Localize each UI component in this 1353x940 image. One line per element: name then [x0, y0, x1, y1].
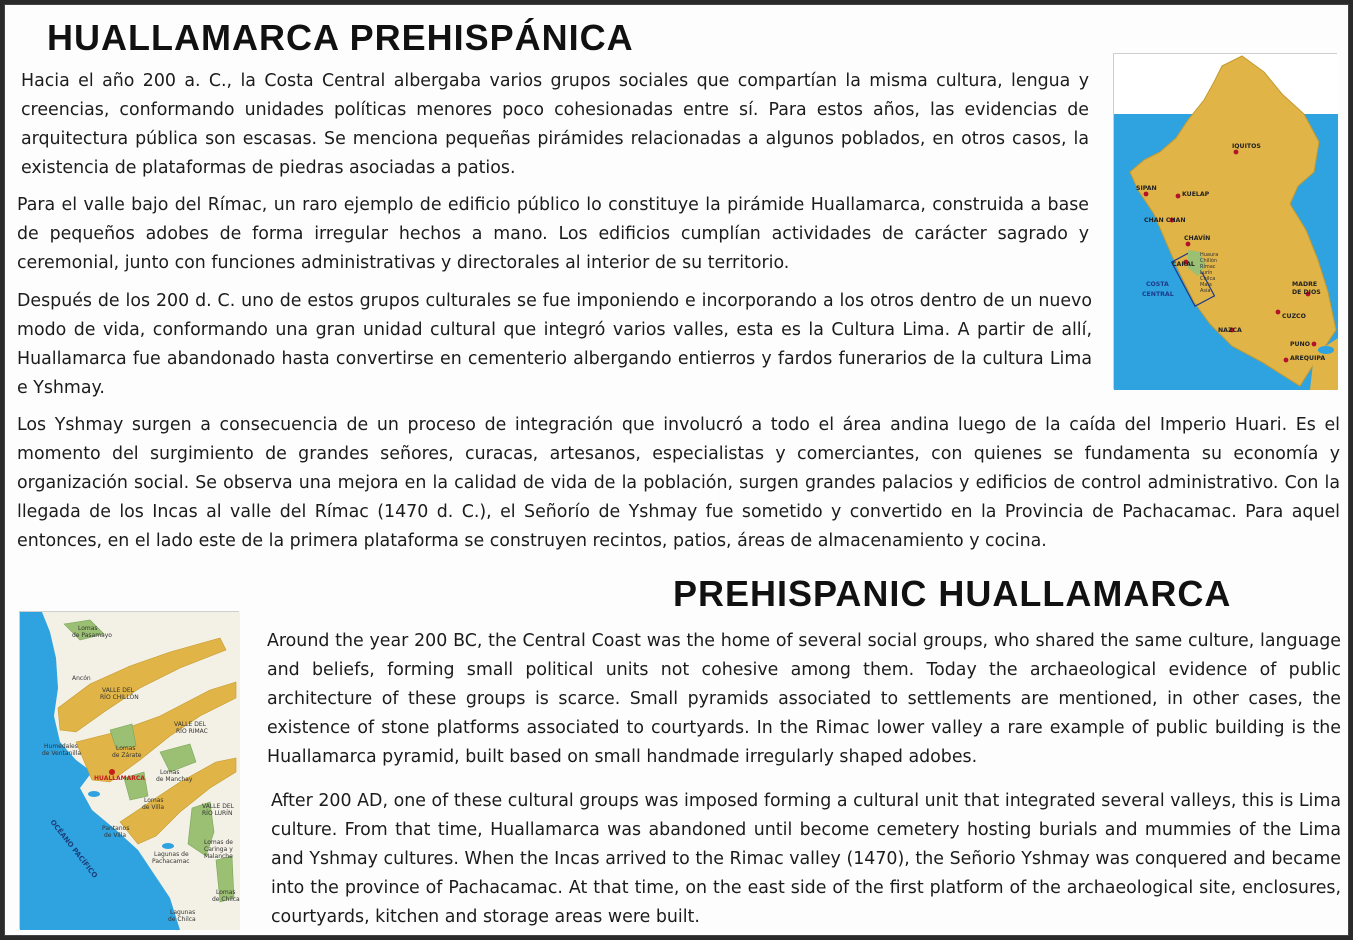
label-caringa-2: Caringa y: [204, 846, 233, 853]
label-humedales-2: de Ventanilla: [42, 750, 82, 757]
label-lagunas-1: Lagunas de: [154, 851, 189, 858]
label-lurin: Lurín: [1200, 270, 1213, 276]
lima-map-graphic: [20, 612, 240, 930]
label-nazca: NAZCA: [1218, 327, 1242, 334]
label-kuelap: KUELAP: [1182, 191, 1210, 198]
label-chavin: CHAVÍN: [1184, 235, 1211, 242]
label-caringa-1: Lomas de: [204, 839, 233, 846]
label-manchay-2: de Manchay: [156, 776, 193, 783]
label-zarate-2: de Zárate: [112, 752, 142, 759]
label-huaura: Huaura: [1200, 252, 1219, 258]
label-pasamayo-1: Lomas: [78, 625, 98, 632]
label-rimac: Rímac: [1200, 264, 1216, 270]
label-chilca: Chilca: [1200, 276, 1216, 282]
label-rimac-2: RÍO RIMAC: [176, 728, 208, 735]
label-arequipa: AREQUIPA: [1290, 355, 1326, 362]
label-asia: Asia: [1200, 288, 1211, 294]
label-chilca-lag-2: de Chilca: [168, 916, 196, 923]
label-iquitos: IQUITOS: [1232, 143, 1261, 150]
english-title: PREHISPANIC HUALLAMARCA: [673, 573, 1232, 614]
english-paragraph-1: Around the year 200 BC, the Central Coast was the home of several social groups, who shared the same culture, language and beliefs, forming small political units not cohesive among them. Today the archaeological evidence of public architecture of these groups is scarce. Small pyramids associated to settlements are mentioned, in other cases, the existence of stone platforms associated to courtyards. In the Rimac lower valley a rare example of public building is the Huallamarca pyramid, built based on small handmade irregularly shaped adobes.: [267, 631, 1341, 767]
label-humedales-1: Humedales: [44, 743, 78, 750]
label-chilca-lomas-1: Lomas: [216, 889, 236, 896]
label-ancon: Ancón: [72, 675, 91, 682]
label-chillon-2: RÍO CHILLÓN: [100, 694, 139, 701]
label-caringa-3: Malanche: [204, 853, 233, 860]
label-costa: COSTA: [1146, 281, 1169, 288]
label-dedios: DE DIOS: [1292, 289, 1321, 296]
label-huallamarca: HUALLAMARCA: [94, 775, 145, 782]
spanish-paragraph-2: Para el valle bajo del Rímac, un raro ejemplo de edificio público lo constituye la pirámide Huallamarca, construida a base de pequeños adobes de forma irregular hechos a mano. Los edificios cumplían actividades de carácter sagrado y ceremonial, junto con funciones administrativas y directorales al interior de su territorio.: [17, 195, 1089, 273]
label-chillon: Chillón: [1200, 258, 1218, 264]
label-chilca-lag-1: Lagunas: [170, 909, 196, 916]
label-pantanos-2: de Villa: [104, 832, 127, 839]
label-sipan: SIPAN: [1136, 185, 1157, 192]
peru-map-graphic: [1114, 54, 1338, 390]
label-caral: CARAL: [1172, 261, 1195, 268]
label-zarate-1: Lomas: [116, 745, 136, 752]
label-oceano: OCÉANO PACÍFICO: [48, 818, 99, 880]
label-mala: Mala: [1200, 282, 1212, 288]
label-manchay-1: Lomas: [160, 769, 180, 776]
english-paragraph-2: After 200 AD, one of these cultural groups was imposed forming a cultural unit that integrated several valleys, this is Lima culture. From that time, Huallamarca was abandoned until become cemetery hosting burials and mummies of the Lima and Yshmay cultures. When the Incas arrived to the Rimac valley (1470), the Señorio Yshmay was conquered and became into the province of Pachacamac. At that time, on the east side of the first platform of the archaeological site, enclosures, courtyards, kitchen and storage areas were built.: [271, 791, 1341, 927]
label-madre: MADRE: [1292, 281, 1318, 288]
label-lurin-1: VALLE DEL: [202, 803, 234, 810]
label-chanchan: CHAN CHAN: [1144, 217, 1186, 224]
peru-map: [1113, 53, 1337, 389]
info-panel: [4, 4, 1349, 936]
label-pantanos-1: Pantanos: [102, 825, 130, 832]
label-lurin-2: RÍO LURÍN: [202, 810, 233, 817]
label-rimac-1: VALLE DEL: [174, 721, 206, 728]
label-cuzco: CUZCO: [1282, 313, 1306, 320]
label-central: CENTRAL: [1142, 291, 1174, 298]
label-villa-2: de Villa: [142, 804, 165, 811]
spanish-title: HUALLAMARCA PREHISPÁNICA: [47, 17, 634, 58]
lima-valleys-map: [19, 611, 239, 929]
label-chilca-lomas-2: de Chilca: [212, 896, 240, 903]
label-lagunas-2: Pachacamac: [152, 858, 190, 865]
label-chillon-1: VALLE DEL: [102, 687, 134, 694]
label-pasamayo-2: de Pasamayo: [72, 632, 112, 639]
label-villa-1: Lomas: [144, 797, 164, 804]
spanish-paragraph-4: Los Yshmay surgen a consecuencia de un proceso de integración que involucró a todo el área andina luego de la caída del Imperio Huari. Es el momento del surgimiento de grandes señores, curacas, artesanos, especialistas y comerciantes, con quienes se fundamenta su economía y organización social. Se observa una mejora en la calidad de vida de la población, surgen grandes palacios y edificios de control administrativo. Con la llegada de los Incas al valle del Rímac (1470 d. C.), el Señorío de Yshmay fue sometido y convertido en la Provincia de Pachacamac. Para aquel entonces, en el lado este de la primera plataforma se construyen recintos, patios, áreas de almacenamiento y cocina.: [17, 415, 1340, 551]
label-puno: PUNO: [1290, 341, 1310, 348]
spanish-paragraph-1: Hacia el año 200 a. C., la Costa Central albergaba varios grupos sociales que compartían la misma cultura, lengua y creencias, conformando unidades políticas menores poco cohesionadas entre sí. Para estos años, las evidencias de arquitectura pública son escasas. Se menciona pequeñas pirámides relacionadas a algunos poblados, en otros casos, la existencia de plataformas de piedras asociadas a patios.: [21, 71, 1089, 178]
spanish-paragraph-3: Después de los 200 d. C. uno de estos grupos culturales se fue imponiendo e incorporando a los otros dentro de un nuevo modo de vida, conformando una gran unidad cultural que integró varios valles, esta es la Cultura Lima. A partir de allí, Huallamarca fue abandonado hasta convertirse en cementerio albergando entierros y fardos funerarios de la cultura Lima e Yshmay.: [17, 291, 1092, 398]
